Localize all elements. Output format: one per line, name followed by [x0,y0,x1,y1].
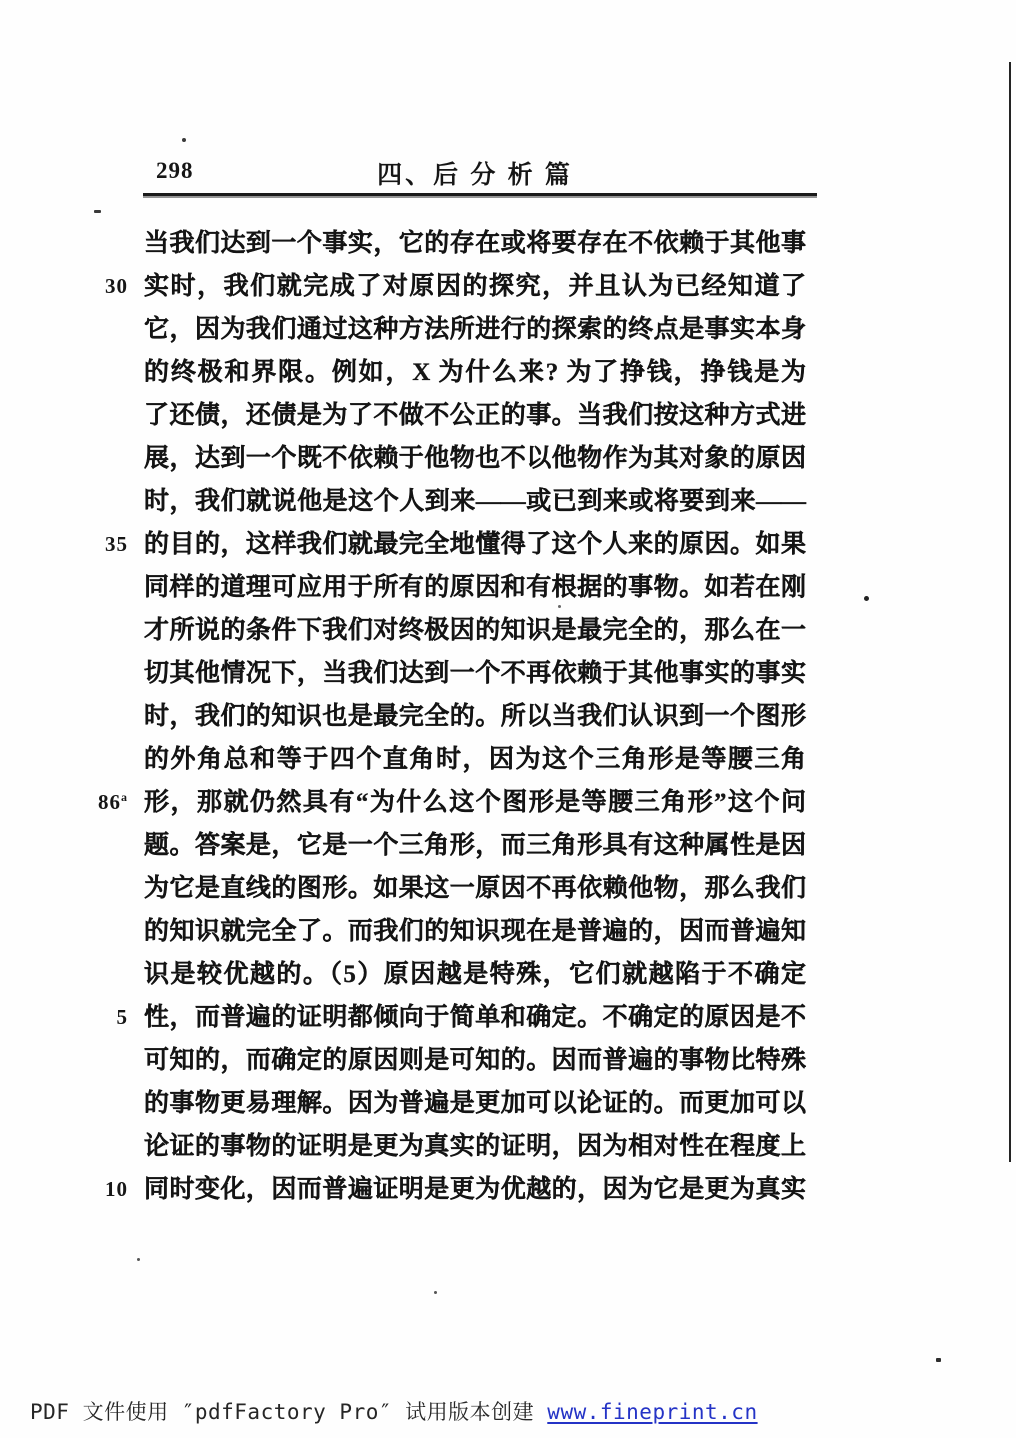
margin-line-number: 30 [105,274,128,298]
page-number: 298 [156,158,194,183]
scan-speck [94,210,101,213]
text-line: 题。答案是，它是一个三角形，而三角形具有这种属性是因 [144,832,806,859]
scan-speck [558,605,561,608]
header-divider-rule [143,193,817,196]
scan-speck [137,1258,140,1261]
text-line: 为它是直线的图形。如果这一原因不再依赖他物，那么我们 [144,875,806,902]
margin-number-superscript: a [121,790,128,804]
margin-line-number: 35 [105,532,128,556]
text-line: 了还债，还债是为了不做不公正的事。当我们按这种方式进 [144,402,806,429]
scan-speck [864,596,869,601]
text-line: 展，达到一个既不依赖于他物也不以他物作为其对象的原因 [144,445,806,472]
fineprint-link[interactable]: www.fineprint.cn [547,1400,758,1424]
body-text-block [144,222,806,1211]
text-line: 才所说的条件下我们对终极因的知识是最完全的，那么在一 [144,617,806,644]
chapter-header-title: 四、后 分 析 篇 [377,162,573,189]
margin-line-number: 86$^a$ [98,790,128,814]
margin-line-number: 5 [116,1005,128,1029]
text-line: 时，我们就说他是这个人到来——或已到来或将要到来—— [144,488,806,515]
text-line: 切其他情况下，当我们达到一个不再依赖于其他事实的事实 [144,660,806,687]
text-line: 的目的，这样我们就最完全地懂得了这个人来的原因。如果 [144,531,806,558]
text-line: 性，而普遍的证明都倾向于简单和确定。不确定的原因是不 [144,1004,806,1031]
scan-speck [936,1358,941,1362]
text-line: 形，那就仍然具有“为什么这个图形是等腰三角形”这个问 [144,789,806,816]
text-line: 的知识就完全了。而我们的知识现在是普遍的，因而普遍知 [144,918,806,945]
scan-scratch-line [1009,62,1011,1162]
text-line: 的终极和界限。例如，X 为什么来? 为了挣钱，挣钱是为 [144,359,806,386]
margin-line-number: 10 [105,1177,128,1201]
text-line: 它，因为我们通过这种方法所进行的探索的终点是事实本身 [144,316,806,343]
text-line: 论证的事物的证明是更为真实的证明，因为相对性在程度上 [144,1133,806,1160]
text-line: 同时变化，因而普遍证明是更为优越的，因为它是更为真实 [144,1176,806,1203]
text-line: 的外角总和等于四个直角时，因为这个三角形是等腰三角 [144,746,806,773]
text-line: 同样的道理可应用于所有的原因和有根据的事物。如若在刚 [144,574,806,601]
text-line: 实时，我们就完成了对原因的探究，并且认为已经知道了 [144,273,806,300]
text-line: 的事物更易理解。因为普遍是更加可以论证的。而更加可以 [144,1090,806,1117]
text-line: 识是较优越的。（5）原因越是特殊，它们就越陷于不确定 [144,961,806,988]
scan-speck [182,138,186,142]
text-line: 当我们达到一个事实，它的存在或将要存在不依赖于其他事 [144,230,806,257]
watermark-footer [30,1396,990,1426]
scan-speck [434,1291,437,1294]
text-line: 时，我们的知识也是最完全的。所以当我们认识到一个图形 [144,703,806,730]
text-line: 可知的，而确定的原因则是可知的。因而普遍的事物比特殊 [144,1047,806,1074]
watermark-text: PDF 文件使用 ″pdfFactory Pro″ 试用版本创建 [30,1400,548,1424]
